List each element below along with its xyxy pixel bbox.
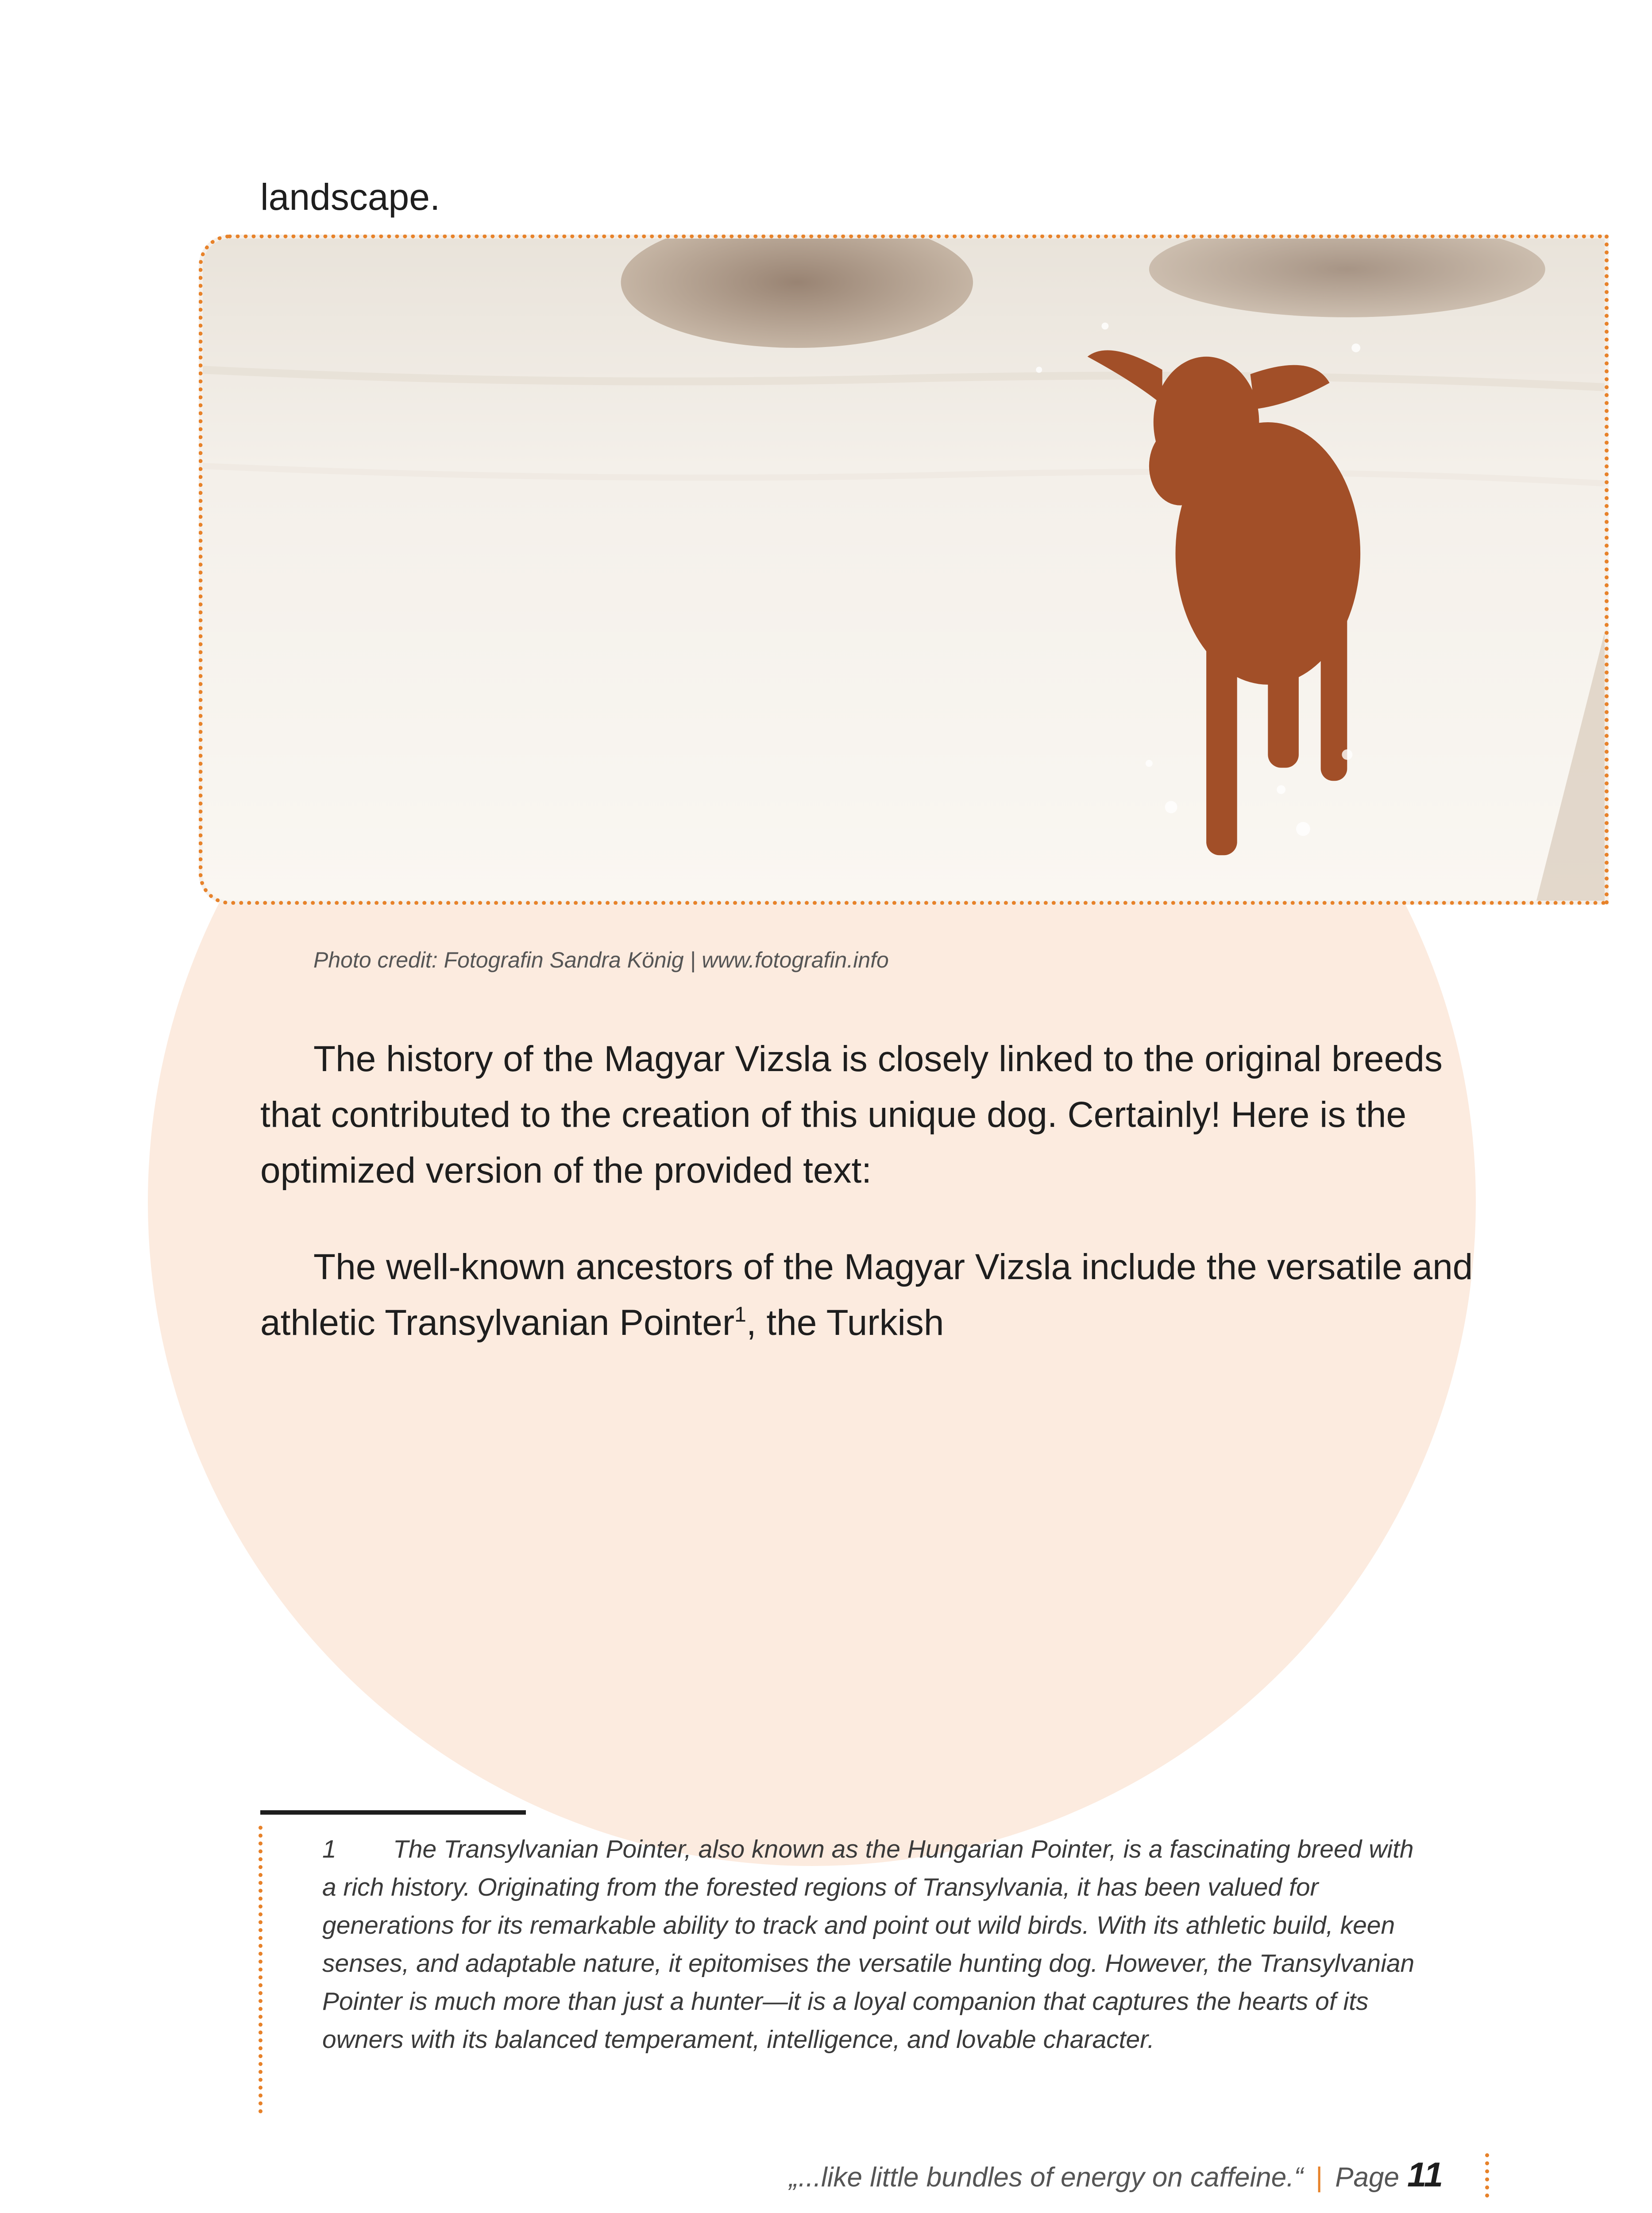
footnote-text: The Transylvanian Pointer, also known as the Hungarian Pointer, is a fascinating breed with a rich history. Originating from the forested regions of Transylvania, it has been valued for generations for its remarkable ability to track and point out wild birds. With its athletic build, keen senses, and adaptable nature, it epitomises the versatile hunting dog. However, the Transylvanian Pointer is much more than just a hunter—it is a loyal companion that captures the hearts of its owners with its balanced temperament, intelligence, and lovable character. <box>322 1835 1415 2054</box>
paragraph-text: The history of the Magyar Vizsla is closely linked to the original breeds that contributed to the creation of this unique dog. Certainly! Here is the optimized version of the provided text: <box>260 1039 1443 1191</box>
photo-credit: Photo credit: Fotografin Sandra König | www.fotografin.info <box>313 948 889 972</box>
page-footer <box>789 2155 1443 2195</box>
page-label: Page <box>1335 2162 1400 2193</box>
footer-separator: | <box>1316 2162 1323 2193</box>
body-paragraph <box>260 1031 1482 1199</box>
page-number: 11 <box>1407 2155 1443 2194</box>
footer-quote: „...like little bundles of energy on caffeine.“ <box>789 2162 1304 2193</box>
body-paragraph <box>260 1239 1482 1351</box>
dog-photo <box>203 239 1605 901</box>
footnote-rule <box>260 1810 526 1815</box>
footnote-dotted-border <box>259 1826 262 2113</box>
footnote <box>322 1830 1420 2059</box>
text-fragment: landscape. <box>260 176 440 218</box>
footnote-reference[interactable]: 1 <box>734 1303 746 1326</box>
paragraph-text: The well-known ancestors of the Magyar Vizsla include the versatile and athletic Transylvanian Pointer <box>260 1247 1473 1343</box>
footer-dotted-rule <box>1485 2153 1489 2198</box>
paragraph-text: , the Turkish <box>746 1303 944 1343</box>
footnote-number: 1 <box>322 1835 336 1863</box>
photo-frame <box>199 235 1609 905</box>
